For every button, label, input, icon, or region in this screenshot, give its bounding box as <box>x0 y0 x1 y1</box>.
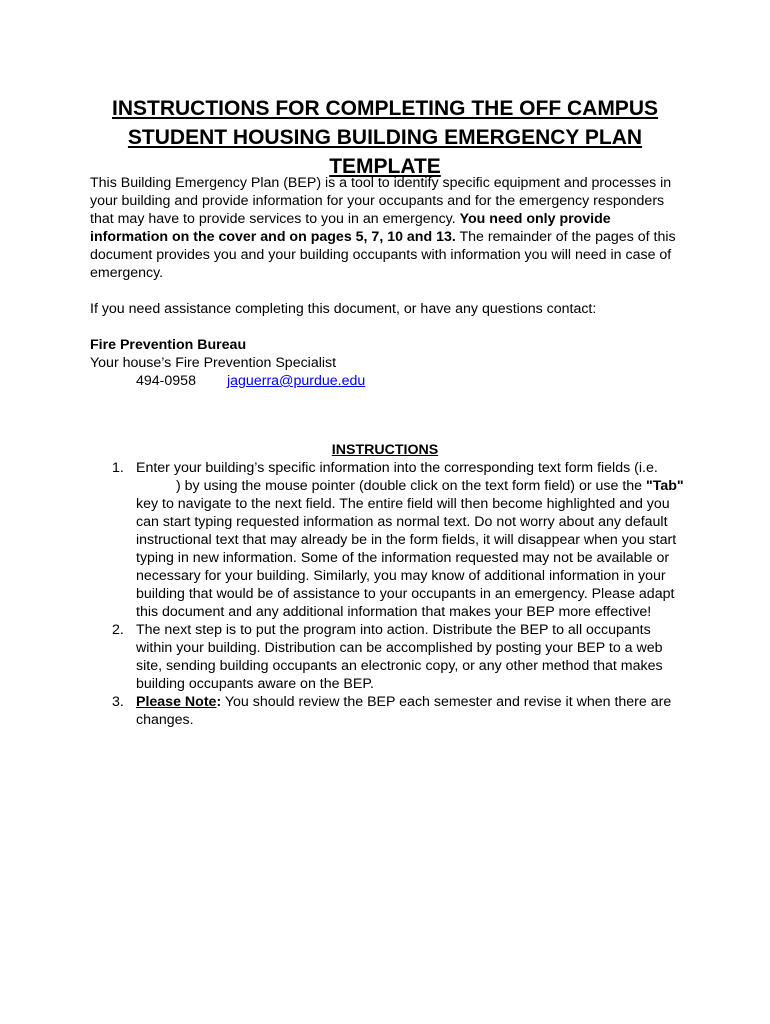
please-note-colon: : <box>216 694 222 710</box>
step-3-number: 3. <box>112 694 124 710</box>
title-line-2: STUDENT HOUSING BUILDING EMERGENCY PLAN <box>127 126 643 149</box>
assistance-paragraph: If you need assistance completing this document, or have any questions contact: <box>90 301 597 317</box>
instruction-step-2 <box>90 621 690 693</box>
contact-role: Your house’s Fire Prevention Specialist <box>90 355 337 371</box>
intro-paragraph <box>90 174 690 282</box>
step-3-text: You should review the BEP each semester and revise it when there are changes. <box>136 694 672 728</box>
intro-bold-note: You need only provide information on the cover and on pages 5, 7, 10 and 13. <box>90 211 611 245</box>
tab-key-label: "Tab" <box>646 478 684 494</box>
please-note-label: Please Note <box>136 694 217 710</box>
instructions-heading: INSTRUCTIONS <box>331 442 439 458</box>
step-1-text-c: key to navigate to the next field. The entire field will then become highlighted and you can start typing requested information as normal text. Do not worry about any default instructional text that may already be in the form fields, it will disappear when you start typing in new information. Some of the information requested may not be available or necessary for your building. Similarly, you may know of additional information in your building that would be of assistance to your occupants in an emergency. Please adapt this document and any additional information that makes your BEP more effective! <box>136 496 677 620</box>
intro-text-2: The remainder of the pages of this document provides you and your building occupants with information you will need in case of emergency. <box>90 229 676 281</box>
step-1-text-b: ) by using the mouse pointer (double click on the text form field) or use the <box>176 478 647 494</box>
step-1-text-a: Enter your building’s specific information into the corresponding text form fields (i.e. <box>136 460 658 476</box>
intro-section <box>90 174 690 390</box>
contact-phone: 494-0958 <box>136 373 196 389</box>
title-line-3: TEMPLATE <box>329 155 441 178</box>
instruction-step-1 <box>90 459 690 621</box>
instructions-list <box>90 459 690 729</box>
step-2-number: 2. <box>112 622 124 638</box>
contact-org: Fire Prevention Bureau <box>90 337 247 353</box>
title-line-1: INSTRUCTIONS FOR COMPLETING THE OFF CAMPUS <box>112 97 658 120</box>
page-title <box>84 94 686 181</box>
contact-email-link[interactable]: jaguerra@purdue.edu <box>227 373 366 389</box>
step-1-number: 1. <box>112 460 124 476</box>
instruction-step-3 <box>90 693 690 729</box>
step-2-text: The next step is to put the program into action. Distribute the BEP to all occupants within your building. Distribution can be accomplished by posting your BEP to a web site, sending building occupants an electronic copy, or any other method that makes building occupants aware on the BEP. <box>136 622 663 692</box>
contact-details <box>90 372 690 390</box>
intro-text-1: This Building Emergency Plan (BEP) is a tool to identify specific equipment and processes in your building and provide information for your occupants and for the emergency responders that may have to provide services to you in an emergency. <box>90 175 672 227</box>
